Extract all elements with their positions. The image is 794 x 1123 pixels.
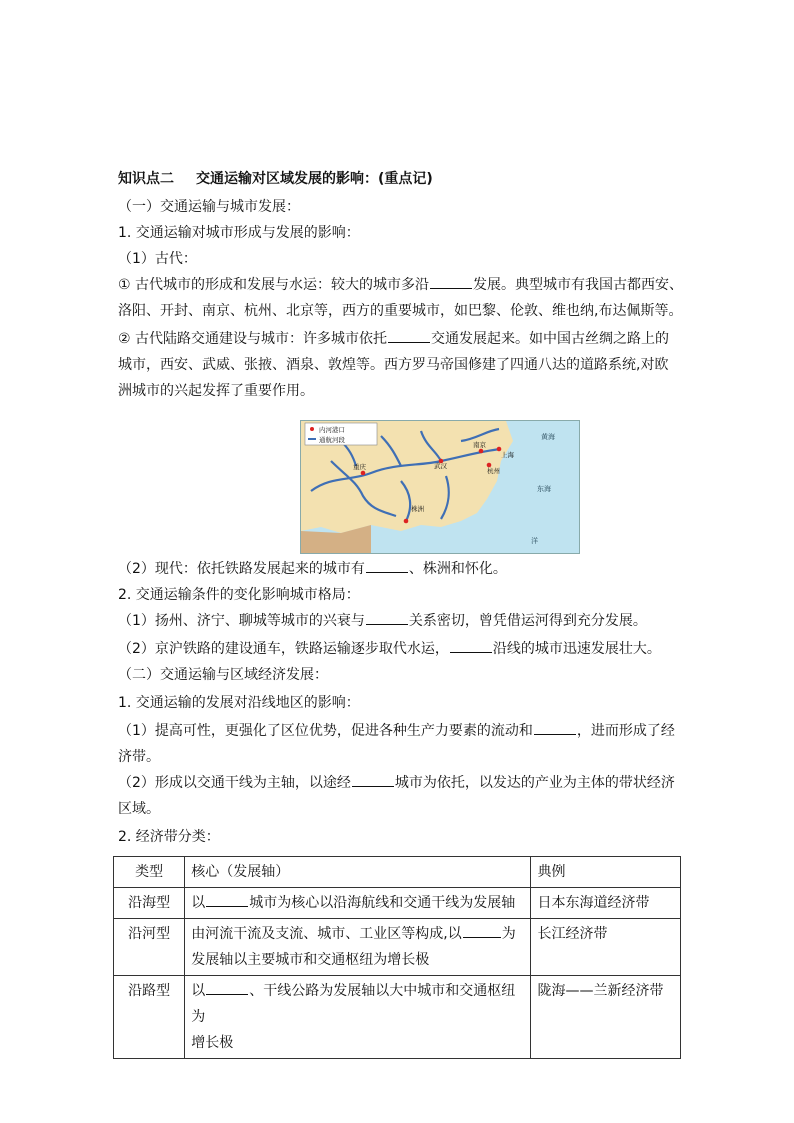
fill-blank[interactable] [450,640,492,653]
text-segment: 关系密切，曾凭借运河得到充分发展。 [408,613,647,629]
paragraph-land-transport [118,330,678,348]
paragraph-economic-1 [118,722,678,740]
port-legend-icon [310,427,314,431]
text-segment: 交通发展起来。如中国古丝绸之路上的 [431,331,669,347]
table-header-cell: 类型 [114,857,185,888]
text-segment: 、株洲和怀化。 [408,561,507,577]
table-cell-type: 沿河型 [114,919,185,976]
city-label: 重庆 [353,463,366,471]
paragraph-railway [118,640,678,658]
text-segment: 、干线公路为发展轴以大中城市和交通枢纽为 [191,983,516,1025]
city-label: 株洲 [411,505,424,513]
table-header-row [114,857,681,888]
table-cell-core [185,888,531,919]
section-title [118,170,678,188]
sea-label: 黄海 [541,433,555,441]
economic-belt-table [113,856,681,1059]
paragraph-canal [118,612,678,630]
table-header-cell: 核心（发展轴） [185,857,531,888]
fill-blank[interactable] [430,276,472,289]
table-row [114,919,681,976]
text-segment: 以 [191,983,206,999]
section-label: 知识点二 [118,171,174,187]
paragraph-economic-2-end: 区域。 [118,801,160,817]
fill-blank[interactable] [206,894,248,907]
paragraph-land-cities: 城市，西安、武威、张掖、酒泉、敦煌等。西方罗马帝国修建了四通八达的道路系统,对欧 [118,357,669,373]
text-segment: （1）提高可性，更强化了区位优势，促进各种生产力要素的流动和 [118,723,533,739]
table-cell-type: 沿海型 [114,888,185,919]
table-cell-core [185,919,531,976]
fill-blank[interactable] [463,925,501,938]
city-label: 上海 [501,451,514,459]
river-map [301,421,579,553]
text-segment: （2）京沪铁路的建设通车，铁路运输逐步取代水运， [118,641,449,657]
fill-blank[interactable] [206,982,248,995]
text-segment: （2）现代：依托铁路发展起来的城市有 [118,561,365,577]
text-segment: 由河流干流及支流、城市、工业区等构成,以 [191,926,462,942]
text-segment: 发展轴以主要城市和交通枢纽为增长极 [191,952,430,968]
text-segment: 为 [501,926,516,942]
text-segment: 沿线的城市迅速发展壮大。 [492,641,661,657]
paragraph-water-transport [118,276,683,294]
part1-item2: 2. 交通运输条件的变化影响城市格局： [118,587,360,603]
legend-river-label: 通航河段 [319,436,345,444]
paragraph-modern [118,560,678,578]
sea-label: 东海 [537,485,551,493]
ancient-heading: （1）古代： [118,251,197,267]
text-segment: 城市为核心以沿海航线和交通干线为发展轴 [249,895,516,911]
fill-blank[interactable] [388,330,430,343]
table-row [114,888,681,919]
text-segment: 增长极 [191,1035,234,1051]
table-row [114,976,681,1059]
sea-label: 洋 [531,537,538,545]
section-title-text: 交通运输对区域发展的影响：(重点记) [196,171,433,187]
table-cell-core [185,976,531,1059]
river-map-figure [300,420,580,554]
city-label: 杭州 [487,467,500,475]
fill-blank[interactable] [534,722,576,735]
text-segment: 发展。典型城市有我国古都西安、 [473,277,683,293]
paragraph-land-europe: 洲城市的兴起发挥了重要作用。 [118,383,314,399]
table-cell-example: 长江经济带 [531,919,681,976]
text-segment: ，进而形成了经 [576,723,675,739]
fill-blank[interactable] [366,612,408,625]
part2-heading: （二）交通运输与区域经济发展： [118,667,328,683]
city-label: 南京 [473,441,486,449]
text-segment: 以 [191,895,206,911]
fill-blank[interactable] [366,560,408,573]
legend-port-label: 内河港口 [319,426,345,434]
text-segment: ② 古代陆路交通建设与城市：许多城市依托 [118,331,387,347]
part1-heading: （一）交通运输与城市发展： [118,199,300,215]
table-cell-example: 陇海——兰新经济带 [531,976,681,1059]
text-segment: （1）扬州、济宁、聊城等城市的兴衰与 [118,613,365,629]
city-label: 武汉 [434,462,447,470]
table-cell-example: 日本东海道经济带 [531,888,681,919]
paragraph-economic-2 [118,774,678,792]
text-segment: ① 古代城市的形成和发展与水运：较大的城市多沿 [118,277,429,293]
table-header-cell: 典例 [531,857,681,888]
paragraph-water-cities: 洛阳、开封、南京、杭州、北京等，西方的重要城市，如巴黎、伦敦、维也纳,布达佩斯等。 [118,303,683,319]
part1-item1: 1. 交通运输对城市形成与发展的影响： [118,225,360,241]
part2-item2: 2. 经济带分类： [118,829,220,845]
text-segment: （2）形成以交通干线为主轴，以途经 [118,775,351,791]
fill-blank[interactable] [352,774,394,787]
text-segment: 城市为依托，以发达的产业为主体的带状经济 [394,775,675,791]
paragraph-economic-1-end: 济带。 [118,749,160,765]
part2-item1: 1. 交通运输的发展对沿线地区的影响： [118,695,360,711]
table-cell-type: 沿路型 [114,976,185,1059]
